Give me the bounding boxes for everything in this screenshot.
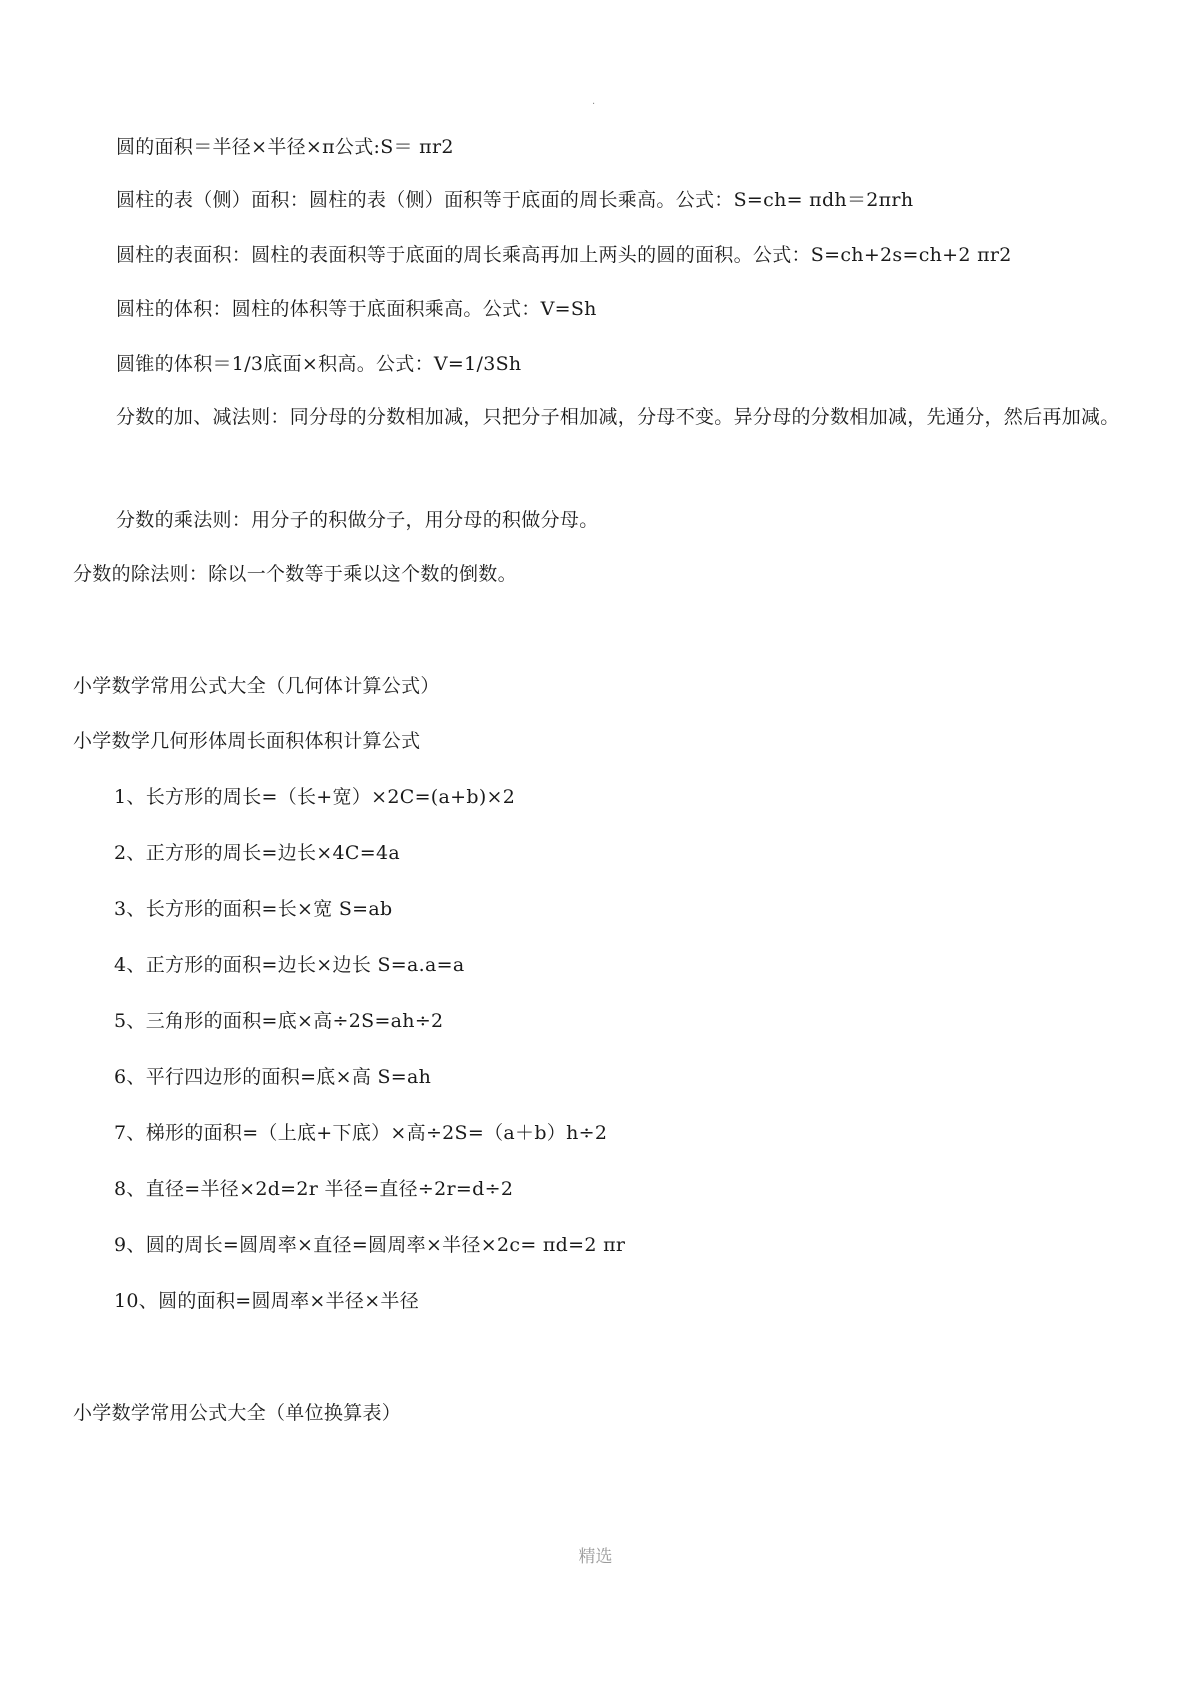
page-footer: 精选 [578,1547,613,1567]
list-item: 9、圆的周长=圆周率×直径=圆周率×半径×2c= πd=2 πr [114,1234,626,1256]
section-title-geometry: 小学数学常用公式大全（几何体计算公式） [73,675,440,697]
fraction-divide-rule: 分数的除法则：除以一个数等于乘以这个数的倒数。 [73,563,517,585]
fraction-add-rule: 分数的加、减法则：同分母的分数相加减，只把分子相加减，分母不变。异分母的分数相加减，先通分，然后再加减。 [116,406,1120,428]
list-item: 10、圆的面积=圆周率×半径×半径 [114,1290,420,1312]
list-item: 6、平行四边形的面积=底×高 S=ah [114,1066,432,1088]
list-item: 1、长方形的周长=（长+宽）×2C=(a+b)×2 [114,786,516,808]
fraction-multiply-rule: 分数的乘法则：用分子的积做分子，用分母的积做分母。 [116,509,599,531]
formula-circle-area: 圆的面积＝半径×半径×π公式:S＝ πr2 [116,136,454,158]
list-item: 2、正方形的周长=边长×4C=4a [114,842,400,864]
formula-cylinder-volume: 圆柱的体积：圆柱的体积等于底面积乘高。公式：V=Sh [116,298,597,320]
formula-cylinder-surface-area: 圆柱的表面积：圆柱的表面积等于底面的周长乘高再加上两头的圆的面积。公式：S=ch+2s=ch+2 πr2 [116,244,1012,266]
list-item: 4、正方形的面积=边长×边长 S=a.a=a [114,954,465,976]
formula-cylinder-lateral-area: 圆柱的表（侧）面积：圆柱的表（侧）面积等于底面的周长乘高。公式：S=ch= πdh＝2πrh [116,189,914,211]
formula-cone-volume: 圆锥的体积＝1/3底面×积高。公式：V=1/3Sh [116,353,522,375]
header-mark: . [592,96,596,107]
list-item: 3、长方形的面积=长×宽 S=ab [114,898,393,920]
list-item: 7、梯形的面积=（上底+下底）×高÷2S=（a＋b）h÷2 [114,1122,608,1144]
list-item: 5、三角形的面积=底×高÷2S=ah÷2 [114,1010,444,1032]
section-title-unit-conversion: 小学数学常用公式大全（单位换算表） [73,1402,402,1424]
section-subtitle-geometry: 小学数学几何形体周长面积体积计算公式 [73,730,421,752]
list-item: 8、直径=半径×2d=2r 半径=直径÷2r=d÷2 [114,1178,514,1200]
